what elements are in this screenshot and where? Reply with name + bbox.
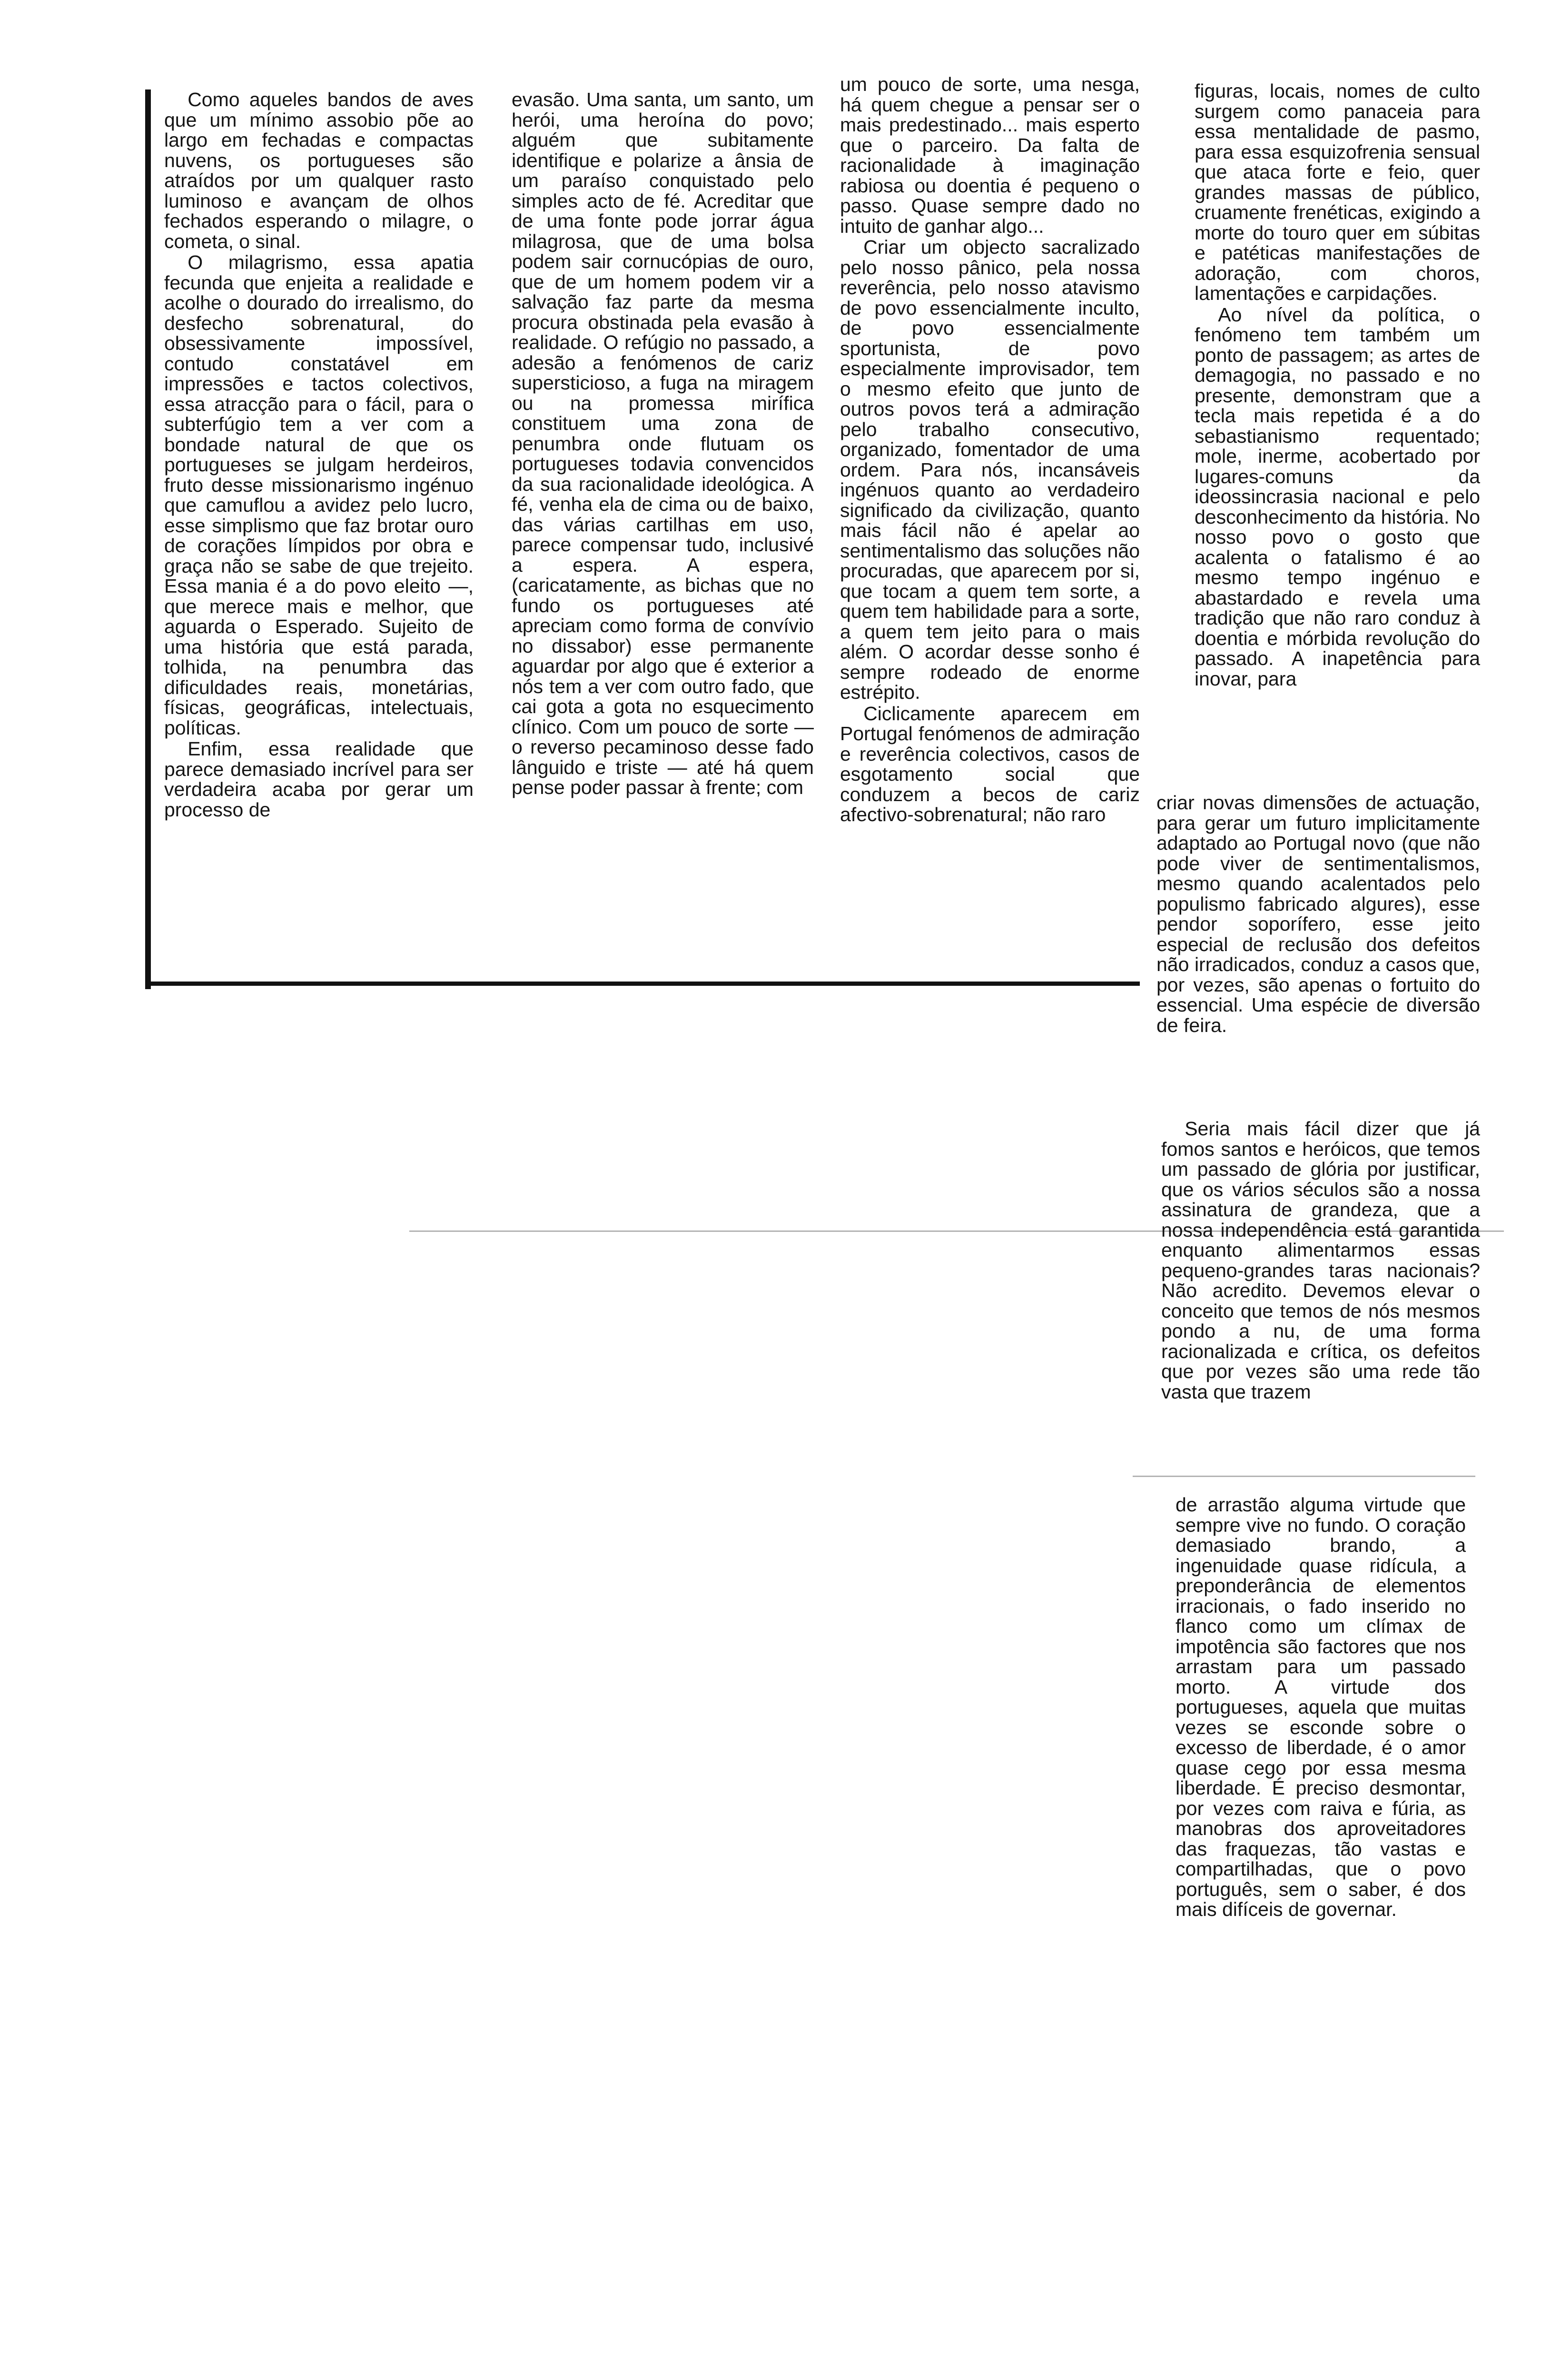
article-column-4-top <box>1195 81 1480 689</box>
paragraph: Criar um objecto sacralizado pelo nosso pânico, pela nossa reverência, pelo nosso atavismo de povo essencialmente inculto, de povo essencialmente sportunista, de povo especialmente improvisador, tem o mesmo efeito que junto de outros povos terá a admiração pelo trabalho consecutivo, organizado, fomentador de uma ordem. Para nós, incansáveis ingénuos quanto ao verdadeiro significado da civilização, quanto mais fácil não é apelar ao sentimentalismo das soluções não procuradas, que aparecem por si, que tocam a quem tem sorte, a quem tem habilidade para a sorte, a quem tem jeito para o mais além. O acordar desse sonho é sempre rodeado de enorme estrépito. <box>840 236 1140 703</box>
paragraph: Seria mais fácil dizer que já fomos santos e heróicos, que temos um passado de glória por justificar, que os vários séculos são a nossa assinatura de grandeza, que a nossa independência está garantida enquanto alimentarmos essas pequeno-grandes taras nacionais? Não acredito. Devemos elevar o conceito que temos de nós mesmos pondo a nu, de uma forma racionalizada e crítica, os defeitos que por vezes são uma rede tão vasta que trazem <box>1161 1118 1480 1403</box>
paragraph: figuras, locais, nomes de culto surgem como panaceia para essa mentalidade de pasmo, para essa esquizofrenia sensual que ataca forte e feio, quer grandes massas de público, cruamente frenéticas, exigindo a morte do touro quer em súbitas e patéticas manifestações de adoração, com choros, lamentações e carpidações. <box>1195 80 1480 304</box>
article-column-4-bottom <box>1176 1495 1466 1920</box>
paragraph: Ao nível da política, o fenómeno tem também um ponto de passagem; as artes de demagogia, no passado e no presente, demonstram que a tecla mais repetida é a do sebastianismo requentado; mole, inerme, acobertado por lugares-comuns da ideossincrasia nacional e pelo desconhecimento da história. No nosso povo o gosto que acalenta o fatalismo é ao mesmo tempo ingénuo e abastardado e revela uma tradição que não raro conduz à doentia e mórbida revolução do passado. A inapetência para inovar, para <box>1195 303 1480 690</box>
paragraph: Ciclicamente aparecem em Portugal fenómenos de admiração e reverência colectivos, casos de esgotamento social que conduzem a becos de cariz afectivo-sobrenatural; não raro <box>840 702 1140 825</box>
paragraph: Como aqueles bandos de aves que um mínimo assobio põe ao largo em fechadas e compactas nuvens, os portugueses são atraídos por um qualquer rasto luminoso e avançam de olhos fechados esperando o milagre, o cometa, o sinal. <box>164 89 474 252</box>
article-column-4-middle <box>1156 793 1480 1035</box>
article-column-3 <box>840 74 1140 825</box>
paragraph: O milagrismo, essa apatia fecunda que enjeita a realidade e acolhe o dourado do irrealismo, do desfecho sobrenatural, do obsessivamente impossível, contudo constatável em impressões e tactos colectivos, essa atracção para o fácil, para o subterfúgio tem a ver com a bondade natural de que os portugueses se julgam herdeiros, fruto desse missionarismo ingénuo que camuflou a avidez pelo lucro, esse simplismo que faz brotar ouro de corações límpidos por obra e graça não se sabe de que trejeito. Essa mania é a do povo eleito —, que merece mais e melhor, que aguarda o Esperado. Sujeito de uma história que está parada, tolhida, na penumbra das dificuldades reais, monetárias, físicas, geográficas, intelectuais, políticas. <box>164 251 474 739</box>
paragraph: Enfim, essa realidade que parece demasiado incrível para ser verdadeira acaba por gerar um processo de <box>164 738 474 821</box>
article-column-1 <box>164 89 474 820</box>
article-column-4-lower <box>1161 1119 1480 1402</box>
scan-noise-line <box>1133 1476 1475 1477</box>
paragraph: um pouco de sorte, uma nesga, há quem chegue a pensar ser o mais predestinado... mais esperto que o parceiro. Da falta de racionalidade à imaginação rabiosa ou doentia é pequeno o passo. Quase sempre dado no intuito de ganhar algo... <box>840 73 1140 237</box>
left-column-rule <box>145 89 151 989</box>
paragraph: de arrastão alguma virtude que sempre vive no fundo. O coração demasiado brando, a ingenuidade quase ridícula, a preponderância de elementos irracionais, o fado inserido no flanco como um clímax de impotência são factores que nos arrastam para um passado morto. A virtude dos portugueses, aquela que muitas vezes se esconde sobre o excesso de liberdade, é o amor quase cego por essa mesma liberdade. É preciso desmontar, por vezes com raiva e fúria, as manobras dos aproveitadores das fraquezas, tão vastas e compartilhadas, que o povo português, sem o saber, é dos mais difíceis de governar. <box>1176 1494 1466 1920</box>
paragraph: evasão. Uma santa, um santo, um herói, uma heroína do povo; alguém que subitamente identifique e polarize a ânsia de um paraíso conquistado pelo simples acto de fé. Acreditar que de uma fonte pode jorrar água milagrosa, que de uma bolsa podem sair cornucópias de ouro, que de um homem podem vir a salvação faz parte da mesma procura obstinada pela evasão à realidade. O refúgio no passado, a adesão a fenómenos de cariz supersticioso, a fuga na miragem ou na promessa mirífica constituem uma zona de penumbra onde flutuam os portugueses todavia convencidos da sua racionalidade ideológica. A fé, venha ela de cima ou de baixo, das várias cartilhas em uso, parece compensar tudo, inclusivé a espera. A espera, (caricatamente, as bichas que no fundo os portugueses até apreciam como forma de convívio no dissabor) esse permanente aguardar por algo que é exterior a nós tem a ver com outro fado, que cai gota a gota no esquecimento clínico. Com um pouco de sorte — o reverso pecaminoso desse fado lânguido e triste — até há quem pense poder passar à frente; com <box>512 89 814 798</box>
bottom-rule <box>145 982 1140 986</box>
article-column-2 <box>512 89 814 798</box>
paragraph: criar novas dimensões de actuação, para gerar um futuro implicitamente adaptado ao Portugal novo (que não pode viver de sentimentalismos, mesmo quando acalentados pelo populismo fabricado algures), esse pendor soporífero, esse jeito especial de reclusão dos defeitos não irradicados, conduz a casos que, por vezes, são apenas o fortuito do essencial. Uma espécie de diversão de feira. <box>1156 792 1480 1036</box>
